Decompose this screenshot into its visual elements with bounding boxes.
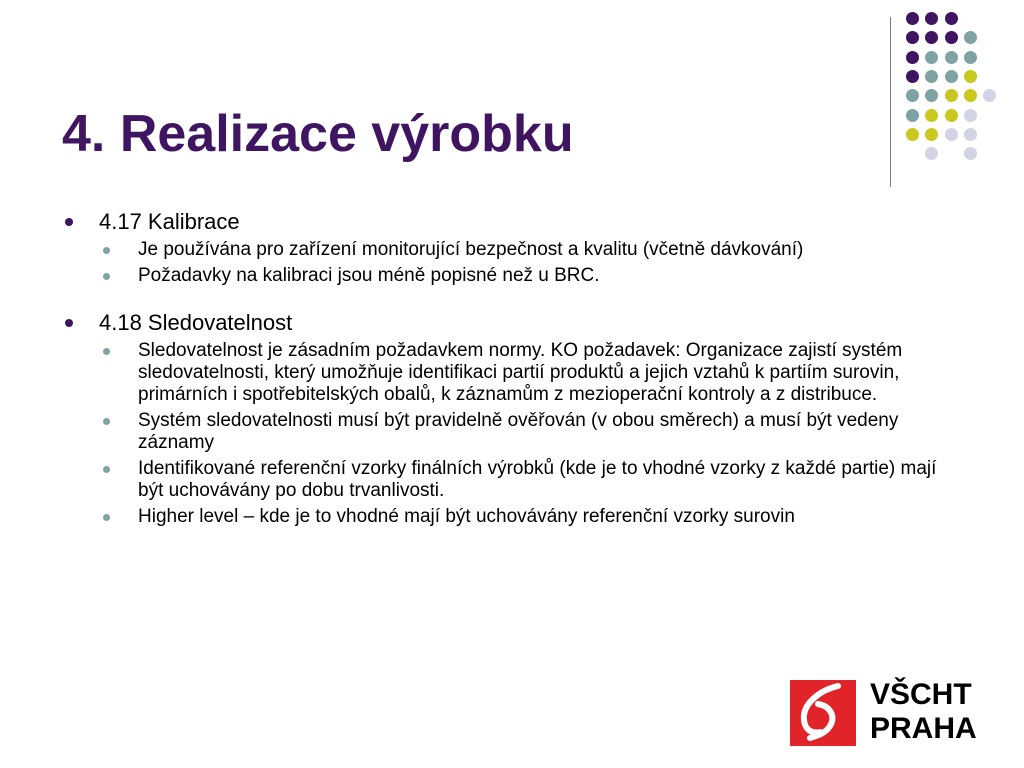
decor-dot (945, 12, 958, 25)
logo-line-1: VŠCHT (870, 678, 972, 711)
vscht-logo-icon (790, 680, 856, 746)
list-item: Požadavky na kalibraci jsou méně popisné než u BRC. (138, 265, 962, 287)
list-item: Higher level – kde je to vhodné mají být uchovávány referenční vzorky surovin (138, 506, 962, 528)
decor-dot (906, 109, 919, 122)
decor-dot (906, 89, 919, 102)
decor-dot (983, 89, 996, 102)
decor-dot (925, 128, 938, 141)
section-heading-calibration: 4.17 Kalibrace (62, 208, 992, 235)
decor-dot (964, 128, 977, 141)
decor-dot (925, 70, 938, 83)
decor-dot (945, 128, 958, 141)
decor-dot (945, 51, 958, 64)
decor-dot (964, 31, 977, 44)
list-item: Identifikované referenční vzorky finálních výrobků (kde je to vhodné vzorky z každé partie) mají být uchovávány po dobu trvanlivosti. (138, 458, 962, 502)
decor-dot (964, 51, 977, 64)
decor-dot (964, 109, 977, 122)
decor-dot (964, 89, 977, 102)
dot-grid-decoration (906, 12, 1016, 172)
decor-dot (925, 31, 938, 44)
decor-dot (906, 31, 919, 44)
slide-content (62, 208, 992, 528)
decor-dot (945, 70, 958, 83)
decor-dot (925, 147, 938, 160)
logo-line-2: PRAHA (870, 712, 977, 745)
decor-dot (906, 128, 919, 141)
decor-dot (945, 31, 958, 44)
decor-dot (945, 89, 958, 102)
decor-dot (925, 89, 938, 102)
list-item: Je používána pro zařízení monitorující bezpečnost a kvalitu (včetně dávkování) (138, 239, 962, 261)
decor-dot (925, 51, 938, 64)
slide-title: 4. Realizace výrobku (62, 105, 574, 163)
logo-text (870, 678, 977, 746)
decor-dot (925, 12, 938, 25)
list-item: Systém sledovatelnosti musí být pravidelně ověřován (v obou směrech) a musí být vedeny záznamy (138, 410, 962, 454)
list-item: Sledovatelnost je zásadním požadavkem normy. KO požadavek: Organizace zajistí systém sledovatelnosti, který umožňuje identifikaci partií produktů a jejich vztahů k partiím surovin, primárních i spotřebitelských obalů, k záznamům z mezioperační kontroly a z distribuce. (138, 340, 962, 406)
section-heading-traceability: 4.18 Sledovatelnost (62, 309, 992, 336)
decor-dot (906, 51, 919, 64)
decor-dot (906, 70, 919, 83)
traceability-list (62, 340, 992, 528)
vertical-divider (890, 17, 891, 187)
calibration-list (62, 239, 992, 287)
decor-dot (945, 109, 958, 122)
decor-dot (964, 147, 977, 160)
decor-dot (925, 109, 938, 122)
decor-dot (964, 70, 977, 83)
vscht-logo (790, 680, 990, 748)
decor-dot (906, 12, 919, 25)
